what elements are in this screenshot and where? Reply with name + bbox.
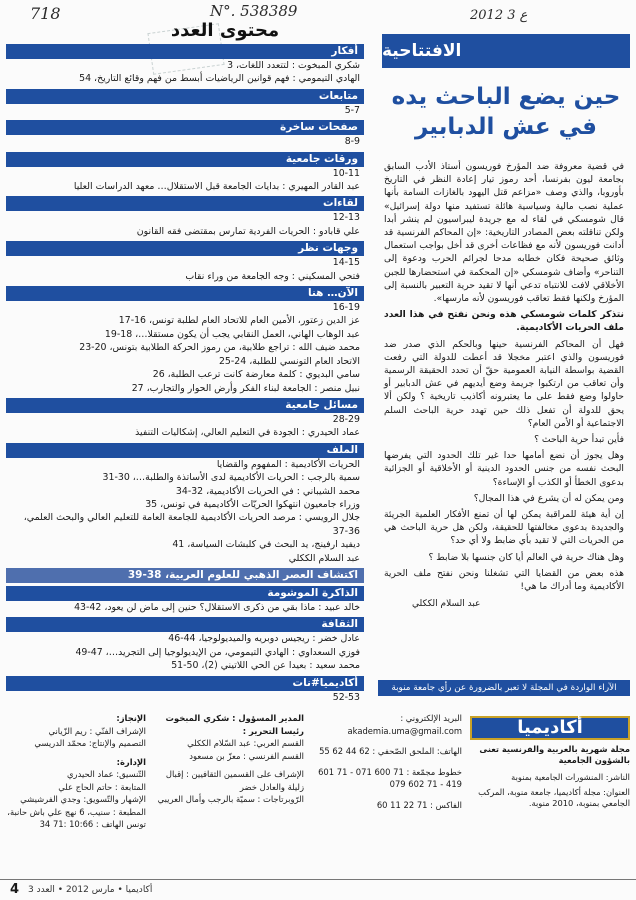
coordination: التّنسيق: عماد الحيدري <box>67 769 146 779</box>
handwritten-inventory-number: N°. 538389 <box>210 2 298 20</box>
toc-entry: الهادي التيمومي : فهم قوانين الرياضيات أبسط من فهم وقائع التاريخ، 54 <box>79 73 360 85</box>
toc-entry: محمد ضيف الله : تراجع طلابية، من رموز الحركة الطلابية بتونس، 20-23 <box>79 342 360 354</box>
toc-section-heading: متابعات <box>6 89 364 104</box>
toc-section <box>6 586 364 614</box>
lines: خطوط مجمّعة : 71 600 071 - 71 601 419 - 71 602 079 <box>318 766 462 789</box>
toc-entry: الحريات الأكاديمية : المفهوم والقضايا <box>216 458 360 470</box>
director: المدير المسؤول : شكري المبخوت <box>165 713 304 723</box>
design: التصميم والإنتاج: محمّد الدريسي <box>34 738 146 748</box>
toc-section-heading: الآن… هنا <box>6 286 364 301</box>
toc-section-heading: اكتشاف العصر الذهبي للعلوم العربية، 38-39 <box>6 568 364 583</box>
toc-section <box>6 44 364 86</box>
production-heading: الإنجاز: <box>116 713 146 723</box>
toc-entry: 10-11 <box>332 167 360 179</box>
issue-info: أكاديميا • مارس 2012 • العدد 3 <box>28 885 153 895</box>
editorial-title-line-2: في عش الدبابير <box>415 114 597 140</box>
toc-section <box>6 152 364 194</box>
toc-section-heading: وجهات نظر <box>6 241 364 256</box>
follow-up: المتابعة : حاتم الحاج علي <box>58 781 146 792</box>
toc-entry: سامي البديوي : كلمة معارضة كانت ترعب الطلبة، 26 <box>152 369 360 381</box>
editorial-paragraph: فهل أن المحاكم الفرنسية حينها وبالحكم الذي صدر ضد فوريسون والذي اعتبر مخجلا قد أعطت للدولة التي رفعت القضية بواسطة النيابة العمومية حقّ أن تحدد الحقيقة الرسمية وأن تعاقب من ارتكبوا جريمة وضع أيديهم في عش الدبابير أو حاولوا وضع فقط على ما يعتبرونه أكاذيب تاريخية ؟ ولكن ألا يحق للدولة أن تفعل ذلك حين تهدد حرية الباحث السلم الاجتماعية أو الأمن العام؟ <box>384 338 624 429</box>
toc-entry: شكري المبخوت : لتتعدد اللغات، 3 <box>227 60 360 71</box>
akademia-logo: أكاديميا <box>470 716 630 740</box>
toc-entry: محمد الشيباني : في الحريات الأكاديمية، 32-34 <box>175 485 360 497</box>
page-footer <box>0 879 636 900</box>
toc-entry: ديفيد ارفينج، يد البحث في كلبشات السياسة، 41 <box>172 539 360 551</box>
toc-section-heading: صفحات ساخرة <box>6 120 364 135</box>
toc-entry: سمية بالرجب : الحريات الأكاديمية لدى الأساتذة والطلبة…، 30-31 <box>102 472 360 484</box>
page-number: 4 <box>10 882 20 897</box>
editorial-paragraph: وهل يجوز أن نضع أمامها حدا غير تلك الحدود التي يفرضها البحث نفسه من جنس الحدود الدينية أو الأخلاقية أو الجزائية بدعوى الخطأ أو الكذب أو الإساءة؟ <box>384 450 624 488</box>
cultural-supervision: الإشراف على القسمين الثقافيين : إقبال زليلة والعادل خضر <box>165 769 304 792</box>
toc-section <box>6 241 364 283</box>
editorial-banner: الافتتاحية <box>382 34 630 68</box>
toc-section-heading: لقاءات <box>6 196 364 211</box>
toc-entry: الاتحاد العام التونسي للطلبة، 24-25 <box>218 355 360 367</box>
admin-heading: الإدارة: <box>116 756 146 767</box>
toc-entry: عادل خضر : ريجيس دوبريه والميديولوجيا، 44-46 <box>168 633 360 645</box>
editorial-paragraph: ومن يمكن له أن يشرع في هذا المجال؟ <box>473 492 624 504</box>
masthead-logo-block <box>470 716 630 809</box>
toc-entry: عماد الحيدري : الجودة في التعليم العالي، إشكاليات التنفيذ <box>135 427 360 439</box>
editorial-paragraph: نتذكر كلمات شومسكي هذه ونحن نفتح في هذا العدد ملف الحريات الأكاديمية. <box>384 309 624 334</box>
toc-section <box>6 398 364 440</box>
phone: الهاتف: الملحق الصّحفي : 62 44 62 55 <box>319 746 462 756</box>
toc-entry: وزراء جامعيون انتهكوا الحريّات الأكاديمية في تونس، 35 <box>145 498 360 510</box>
editorial-paragraph: وهل هناك حرية في العالم أيا كان جنسها بلا ضابط ؟ <box>428 551 624 563</box>
toc-section-heading: أكاديميا#نات <box>6 676 364 691</box>
editorial-paragraph: في قضية معروفة ضد المؤرخ فوريسون أستاذ الأدب السابق بجامعة ليون بفرنسا، أحد رموز تيار إعادة النظر في التاريخ بأوروبا، والذي وصف «مزاعم قتل اليهود بالغازات السامة بأنها عملية نصب مالية وسياسية هائلة تستفيد منها دولة إسرائيل» قال شومسكي في لقاء له مع جريدة ليبراسيون لم ينشر أبدا ولكن تناقلته بعض المصادر التاريخية: «إن المحاكم الفرنسية قد أدانت فوريسون لأنه مع فظاعات أخرى قد أخل بواجب استعمال وثائق صحيحة فكان خطابه مدحا لجرائم الحرب ودعوة إلى التناحر» وأضاف شومسكي «إن المحكمة في استحضارها للجبن الأخلاقي لافت للانتباه تدعي أنها لا تقيد حرية التعبير بالنسبة إلى المؤرخ ولكنها فقط تعاقب فوريسون لأنه مارسها». <box>384 161 624 305</box>
toc-section <box>6 120 364 148</box>
handwritten-date: 2012 3 ع <box>470 8 528 23</box>
editorial <box>382 34 630 674</box>
toc-entry: خالد عبيد : ماذا بقي من ذكرى الاستقلال؟ حنين إلى ماض لن يعود، 42-43 <box>74 601 360 613</box>
editor-arabic: القسم العربي: عبد السّلام الككلي <box>187 738 304 748</box>
fax: الفاكس : 71 22 11 60 <box>376 799 462 810</box>
toc-entry: علي قابادو : الحريات الفردية تمارس بمقتضى فقه القانون <box>136 225 360 237</box>
toc-entry: 5-7 <box>344 104 360 116</box>
contact-column <box>312 712 462 811</box>
toc-section-heading: الذاكرة الموشومة <box>6 586 364 601</box>
toc-entry: 52-53 <box>332 691 360 703</box>
toc-entry: 12-13 <box>332 212 360 224</box>
toc-entry: عبد الوهاب الهاني، العمل النقابي يجب أن يكون مستقلا…، 18-19 <box>104 328 360 340</box>
toc-entry: 14-15 <box>332 257 360 269</box>
art-direction: الإشراف الفنّي : ريم الزّياني <box>48 725 146 736</box>
toc-section-heading: الثقافة <box>6 617 364 632</box>
disclaimer-bar: الآراء الواردة في المجلة لا تعبر بالضرورة عن رأي جامعة منوبة <box>378 680 630 696</box>
toc-entry: عز الدين زعتور، الأمين العام للاتحاد العام لطلبة تونس، 16-17 <box>118 315 360 327</box>
editorial-body <box>382 160 630 593</box>
editor-french: القسم الفرنسي : معزّ بن مسعود <box>189 750 304 761</box>
printing: المطبعة : سنيب، 6 نهج علي باش حانبة، تونس الهاتف : 10:66 :71 34 <box>7 806 146 829</box>
logo-subtitle: مجلة شهرية بالعربية والفرنسية تعنى بالشؤون الجامعية <box>479 744 630 765</box>
toc-entry: فوزي السعداوي : الهادي التيمومي، من الإيديولوجيا إلى التجريد…، 47-49 <box>75 646 360 658</box>
reportage: الرّوبرتاجات : سميّة بالرجب وأمال العريبي <box>157 794 304 804</box>
toc-section-heading: أفكار <box>6 44 364 59</box>
toc-section-heading: الملف <box>6 443 364 458</box>
toc-entry: عبد القادر المهيري : بدايات الجامعة قبل الاستقلال… معهد الدراسات العليا <box>73 181 360 193</box>
publisher: الناشر: المنشورات الجامعية بمنوبة <box>511 772 630 782</box>
admin-column <box>6 712 146 831</box>
table-of-contents <box>6 20 364 704</box>
toc-section <box>6 617 364 672</box>
email: البريد الإلكتروني : akademia.uma@gmail.com <box>347 713 462 736</box>
toc-entry: فتحي المسكيني : وجه الجامعة من وراء نقاب <box>185 270 360 282</box>
toc-section <box>6 568 364 583</box>
toc-entry: 8-9 <box>344 136 360 148</box>
toc-title: محتوى العدد <box>170 20 280 41</box>
toc-section <box>6 89 364 117</box>
toc-sections <box>6 44 364 704</box>
editorial-paragraph: إن أية هيئة للمراقبة يمكن لها أن تمنع الأفكار العلمية الجريئة والجديدة بدعوى مخالفتها للحقيقة، ولكن هل حرية الباحث هي من الحريات التي لا تقيد بأي ضابط ولا أي حد؟ <box>384 509 624 547</box>
toc-section <box>6 286 364 395</box>
toc-section-heading: مسائل جامعية <box>6 398 364 413</box>
editors-heading: رئيسا التحرير : <box>242 725 304 736</box>
handwritten-number-left: 718 <box>30 4 61 23</box>
editorial-paragraph: فأين تبدأ حرية الباحث ؟ <box>534 434 624 446</box>
toc-section <box>6 196 364 238</box>
toc-entry: محمد سعيد : بعيدا عن الحي اللاتيني (2)، 50-51 <box>171 660 360 672</box>
editorial-title <box>382 82 630 142</box>
toc-section-heading: ورقات جامعية <box>6 152 364 167</box>
editorial-paragraph: هذه بعض من القضايا التي تشغلنا ونحن نفتح ملف الحرية الأكاديمية وما أدراك ما هي! <box>384 567 624 593</box>
advertising: الإشهار والتّسويق: وجدي الفرشيشي <box>20 794 146 804</box>
toc-section <box>6 676 364 704</box>
toc-entry: نبيل منصر : الجامعة لبناء الفكر وأرض الحوار والتجارب، 27 <box>131 382 360 394</box>
toc-entry: 16-19 <box>332 302 360 314</box>
address: العنوان: مجلة أكاديميا، جامعة منوبة، المركب الجامعي بمنوبة، 2010 منوبة. <box>478 787 630 808</box>
toc-entry: 28-29 <box>332 413 360 425</box>
toc-entry: عبد السلام الككلي <box>288 552 360 564</box>
editorial-staff-column <box>154 712 304 806</box>
editorial-signature: عبد السلام الككلي <box>412 599 481 610</box>
editorial-title-line-1: حين يضع الباحث يده <box>391 84 621 110</box>
toc-entry: جلال الرويسي : مرصد الحريات الأكاديمية للجامعة العامة للتعليم العالي والبحث العلمي، 36-37 <box>23 512 360 537</box>
toc-section <box>6 443 364 565</box>
masthead <box>6 706 630 884</box>
